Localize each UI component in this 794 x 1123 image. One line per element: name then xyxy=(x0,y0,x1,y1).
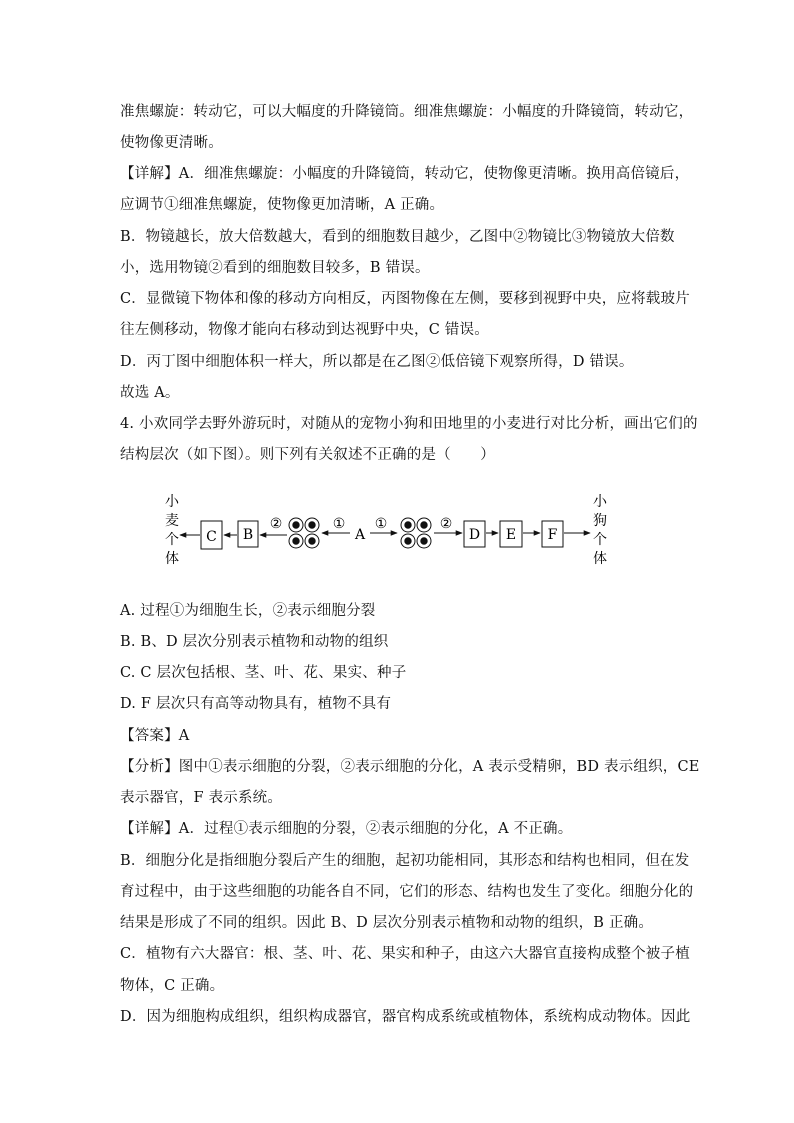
option-a: A. 过程①为细胞生长，②表示细胞分裂 xyxy=(120,603,376,619)
fertilized-egg-a: A xyxy=(354,527,366,543)
structure-hierarchy-diagram xyxy=(150,488,630,578)
text-line: 使物像更清晰。 xyxy=(120,135,223,151)
text-line: C．显微镜下物体和像的移动方向相反，丙图物像在左侧，要移到视野中央，应将载玻片 xyxy=(120,291,690,307)
step1-right: ① xyxy=(374,516,388,532)
text-line: 故选 A。 xyxy=(120,385,180,401)
wheat-label-char: 个 xyxy=(165,532,179,548)
text-line: B．物镜越长，放大倍数越大，看到的细胞数目越少，乙图中②物镜比③物镜放大倍数 xyxy=(120,229,675,245)
box-c-label: C xyxy=(206,529,217,545)
option-b: B. B、D 层次分别表示植物和动物的组织 xyxy=(120,634,389,650)
wheat-label-char: 体 xyxy=(165,551,179,567)
answer: 【答案】A xyxy=(120,728,190,744)
text-line: B．细胞分化是指细胞分裂后产生的细胞，起初功能相同，其形态和结构也相同，但在发 xyxy=(120,853,690,869)
wheat-label-char: 小 xyxy=(165,494,179,510)
step2-left: ② xyxy=(269,516,283,532)
text-line: 往左侧移动，物像才能向右移动到达视野中央，C 错误。 xyxy=(120,322,489,338)
text-line: 结果是形成了不同的组织。因此 B、D 层次分别表示植物和动物的组织，B 正确。 xyxy=(120,915,654,931)
wheat-label-char: 麦 xyxy=(165,513,179,529)
box-f-label: F xyxy=(547,527,558,543)
four-cells-right xyxy=(401,518,431,548)
box-d-label: D xyxy=(468,527,481,543)
text-line: 育过程中，由于这些细胞的功能各自不同，它们的形态、结构也发生了变化。细胞分化的 xyxy=(120,884,694,900)
step1-left: ① xyxy=(332,516,346,532)
text-line: C．植物有六大器官：根、茎、叶、花、果实和种子，由这六大器官直接构成整个被子植 xyxy=(120,946,690,962)
text-line: 物体，C 正确。 xyxy=(120,978,225,994)
dog-label-char: 狗 xyxy=(593,513,607,529)
dog-label-char: 个 xyxy=(593,532,607,548)
text-line: 应调节①细准焦螺旋，使物像更加清晰，A 正确。 xyxy=(120,197,445,213)
option-c: C. C 层次包括根、茎、叶、花、果实、种子 xyxy=(120,665,407,681)
text-line: 【详解】A．细准焦螺旋：小幅度的升降镜筒，转动它，使物像更清晰。换用高倍镜后， xyxy=(120,166,690,182)
text-line: D．丙丁图中细胞体积一样大，所以都是在乙图②低倍镜下观察所得，D 错误。 xyxy=(120,354,634,370)
text-line: 【详解】A．过程①表示细胞的分裂，②表示细胞的分化，A 不正确。 xyxy=(120,821,573,837)
question-stem: 结构层次（如下图）。则下列有关叙述不正确的是（ ） xyxy=(120,447,495,463)
four-cells-left xyxy=(289,518,319,548)
dog-label-char: 体 xyxy=(593,551,607,567)
text-line: 表示器官，F 表示系统。 xyxy=(120,790,283,806)
box-b-label: B xyxy=(242,527,254,543)
text-line: 准焦螺旋：转动它，可以大幅度的升降镜筒。细准焦螺旋：小幅度的升降镜筒，转动它， xyxy=(120,104,694,120)
box-e-label: E xyxy=(505,527,517,543)
text-line: 【分析】图中①表示细胞的分裂，②表示细胞的分化，A 表示受精卵，BD 表示组织，CE xyxy=(120,759,700,775)
step2-right: ② xyxy=(439,516,453,532)
option-d: D. F 层次只有高等动物具有，植物不具有 xyxy=(120,696,392,712)
text-line: D．因为细胞构成组织，组织构成器官，器官构成系统或植物体，系统构成动物体。因此 xyxy=(120,1009,691,1025)
dog-label-char: 小 xyxy=(593,494,607,510)
question-stem: 4. 小欢同学去野外游玩时，对随从的宠物小狗和田地里的小麦进行对比分析，画出它们的 xyxy=(120,416,698,432)
text-line: 小，选用物镜②看到的细胞数目较多，B 错误。 xyxy=(120,260,430,276)
